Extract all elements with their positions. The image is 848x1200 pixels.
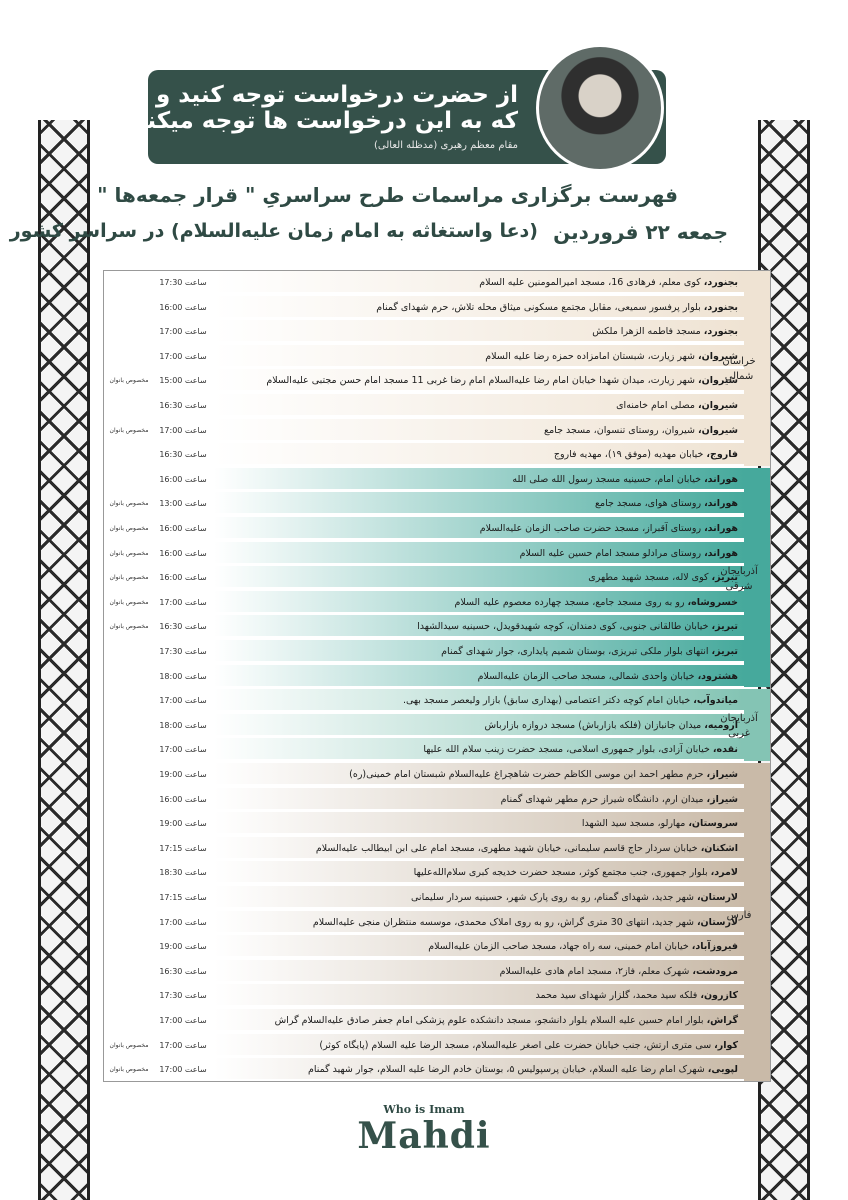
table-row bbox=[104, 788, 770, 811]
city-name: هوراند، bbox=[704, 473, 738, 485]
event-time: ساعت 17:00 bbox=[152, 1009, 212, 1032]
city-name: بجنورد، bbox=[703, 277, 738, 288]
city-name: هوراند، bbox=[704, 498, 738, 510]
table-row bbox=[104, 443, 770, 466]
address-text: شهرک معلم، فاز۲، مسجد امام هادی علیه‌السلام bbox=[499, 965, 693, 977]
city-name: فاروج، bbox=[706, 449, 738, 461]
event-time: ساعت 17:30 bbox=[152, 984, 212, 1007]
event-time: ساعت 19:00 bbox=[152, 763, 212, 786]
audience-note: مخصوص بانوان bbox=[104, 1034, 152, 1057]
audience-note bbox=[104, 738, 152, 761]
audience-note bbox=[104, 345, 152, 368]
address-text: روستای هوای، مسجد جامع bbox=[594, 498, 705, 510]
page-title: فهرست برگزاری مراسمات طرح سراسریِ " قرار جمعه‌ها " bbox=[97, 183, 678, 207]
audience-note bbox=[104, 763, 152, 786]
address-text: کوی لاله، مسجد شهید مطهری bbox=[588, 572, 712, 584]
event-time: ساعت 17:00 bbox=[152, 591, 212, 614]
audience-note: مخصوص بانوان bbox=[104, 566, 152, 589]
event-time: ساعت 16:00 bbox=[152, 468, 212, 491]
event-address bbox=[212, 714, 744, 737]
footer-logo-caption: Who is Imam bbox=[383, 1103, 465, 1116]
audience-note bbox=[104, 665, 152, 688]
event-address bbox=[212, 443, 744, 466]
event-address bbox=[212, 345, 744, 368]
city-name: تبریز، bbox=[711, 646, 738, 657]
address-text: خیابان امام، حسینیه مسجد رسول الله صلی الله bbox=[512, 473, 705, 485]
address-text: حرم مطهر احمد ابن موسی الکاظم حضرت شاهچراغ علیه‌السلام شبستان امام خمینی(ره) bbox=[349, 769, 707, 780]
event-address bbox=[212, 738, 744, 761]
event-time: ساعت 19:00 bbox=[152, 812, 212, 835]
event-time: ساعت 16:00 bbox=[152, 788, 212, 811]
event-time: ساعت 16:30 bbox=[152, 615, 212, 638]
city-name: شیراز، bbox=[706, 793, 738, 805]
address-text: خیابان سردار حاج قاسم سلیمانی، خیابان شهید مطهری، مسجد امام علی ابن ابیطالب علیه‌السلام bbox=[315, 842, 701, 854]
city-name: لارستان، bbox=[696, 916, 738, 928]
address-text: میدان ارم، دانشگاه شیراز حرم مطهر شهدای گمنام bbox=[500, 793, 707, 805]
table-row bbox=[104, 1009, 770, 1032]
event-time: ساعت 16:00 bbox=[152, 517, 212, 540]
event-address bbox=[212, 837, 744, 860]
address-text: انتهای بلوار ملکی تبریزی، بوستان شمیم پایداری، جوار شهدای گمنام bbox=[441, 646, 712, 657]
event-address bbox=[212, 517, 744, 540]
address-text: روستای آقبراز، مسجد حضرت صاحب الزمان علیه‌السلام bbox=[479, 523, 705, 534]
event-time: ساعت 17:00 bbox=[152, 911, 212, 934]
event-time: ساعت 19:00 bbox=[152, 935, 212, 958]
city-name: گراش، bbox=[706, 1015, 738, 1026]
table-row bbox=[104, 861, 770, 884]
city-name: شیروان، bbox=[697, 424, 738, 436]
audience-note bbox=[104, 271, 152, 294]
table-row bbox=[104, 517, 770, 540]
table-row bbox=[104, 320, 770, 343]
address-text: کوی معلم، فرهادی 16، مسجد امیرالمومنین علیه السلام bbox=[479, 277, 704, 288]
table-row bbox=[104, 394, 770, 417]
event-time: ساعت 17:15 bbox=[152, 837, 212, 860]
event-time: ساعت 16:00 bbox=[152, 566, 212, 589]
table-row bbox=[104, 763, 770, 786]
city-name: تبریز، bbox=[711, 621, 738, 633]
address-text: بلوار پرفسور سمیعی، مقابل مجتمع مسکونی میثاق محله تلاش، حرم شهدای گمنام bbox=[376, 301, 704, 313]
region-label: آذربایجان غربی bbox=[720, 713, 758, 740]
address-text: شهر جدید، انتهای 30 متری گراش، رو به روی املاک محمدی، موسسه منتظران منجی علیه‌السلام bbox=[312, 916, 697, 928]
table-row bbox=[104, 345, 770, 368]
audience-note: مخصوص بانوان bbox=[104, 615, 152, 638]
event-address bbox=[212, 960, 744, 983]
event-address bbox=[212, 812, 744, 835]
audience-note: مخصوص بانوان bbox=[104, 542, 152, 565]
audience-note bbox=[104, 960, 152, 983]
audience-note bbox=[104, 640, 152, 663]
event-address bbox=[212, 419, 744, 442]
audience-note: مخصوص بانوان bbox=[104, 369, 152, 392]
event-address bbox=[212, 492, 744, 515]
address-text: مسجد فاطمه الزهرا ملکش bbox=[592, 326, 704, 338]
audience-note bbox=[104, 788, 152, 811]
address-text: شهر زیارت، میدان شهدا خیابان امام رضا علیه‌السلام امام رضا غربی 11 مسجد امام حسن مجتبی علیه‌السلام bbox=[266, 375, 698, 387]
event-time: ساعت 15:00 bbox=[152, 369, 212, 392]
table-row bbox=[104, 419, 770, 442]
city-name: شیراز، bbox=[706, 769, 738, 780]
event-address bbox=[212, 320, 744, 343]
schedule-table bbox=[103, 270, 771, 1082]
table-row bbox=[104, 640, 770, 663]
table-row bbox=[104, 837, 770, 860]
city-name: شیروان، bbox=[697, 400, 738, 411]
city-name: شیروان، bbox=[697, 350, 738, 362]
audience-note bbox=[104, 1009, 152, 1032]
audience-note bbox=[104, 394, 152, 417]
event-time: ساعت 17:15 bbox=[152, 886, 212, 909]
event-address bbox=[212, 935, 744, 958]
address-text: شهر جدید، شهدای گمنام، رو به روی پارک شهر، حسینیه سردار سلیمانی bbox=[411, 892, 697, 903]
audience-note bbox=[104, 320, 152, 343]
event-time: ساعت 16:00 bbox=[152, 542, 212, 565]
audience-note bbox=[104, 714, 152, 737]
quote-line-1: از حضرت درخواست توجه کنید و بدانید bbox=[86, 82, 518, 108]
event-address bbox=[212, 468, 744, 491]
event-address bbox=[212, 296, 744, 319]
audience-note bbox=[104, 861, 152, 884]
event-time: ساعت 13:00 bbox=[152, 492, 212, 515]
table-row bbox=[104, 665, 770, 688]
event-address bbox=[212, 542, 744, 565]
address-text: مصلی امام خامنه‌ای bbox=[616, 400, 698, 411]
region-label: خراسان شمالی bbox=[722, 356, 756, 383]
city-name: اشکنان، bbox=[700, 842, 738, 854]
table-row bbox=[104, 911, 770, 934]
table-row bbox=[104, 935, 770, 958]
table-row bbox=[104, 271, 770, 294]
table-row bbox=[104, 960, 770, 983]
table-row bbox=[104, 492, 770, 515]
leader-portrait bbox=[536, 44, 664, 172]
audience-note bbox=[104, 837, 152, 860]
audience-note: مخصوص بانوان bbox=[104, 492, 152, 515]
event-time: ساعت 17:00 bbox=[152, 738, 212, 761]
audience-note bbox=[104, 984, 152, 1007]
address-text: رو به روی مسجد جامع، مسجد چهارده معصوم علیه السلام bbox=[454, 596, 688, 608]
table-row bbox=[104, 689, 770, 712]
address-text: خیابان آزادی، بلوار جمهوری اسلامی، مسجد حضرت زینب سلام الله علیها bbox=[423, 744, 713, 756]
event-time: ساعت 18:30 bbox=[152, 861, 212, 884]
city-name: سروستان، bbox=[688, 818, 738, 830]
address-text: خیابان امام خمینی، سه راه جهاد، مسجد صاحب الزمان علیه‌السلام bbox=[428, 941, 692, 953]
address-text: فلکه سید محمد، گلزار شهدای سید محمد bbox=[535, 990, 701, 1002]
event-address bbox=[212, 394, 744, 417]
audience-note bbox=[104, 911, 152, 934]
city-name: مرودشت، bbox=[692, 965, 738, 977]
audience-note bbox=[104, 935, 152, 958]
table-row bbox=[104, 542, 770, 565]
table-row bbox=[104, 738, 770, 761]
event-time: ساعت 17:30 bbox=[152, 640, 212, 663]
event-date: جمعه ۲۲ فروردین bbox=[553, 220, 728, 244]
table-row bbox=[104, 296, 770, 319]
address-text: روستای مرادلو مسجد امام حسین علیه السلام bbox=[519, 547, 705, 559]
address-text: مهارلو، مسجد سید الشهدا bbox=[581, 818, 689, 830]
region-label: فارس bbox=[726, 909, 752, 921]
address-text: بلوار جمهوری، جنب مجتمع کوثر، مسجد حضرت خدیجه کبری سلام‌الله‌علیها bbox=[413, 867, 711, 879]
event-address bbox=[212, 984, 744, 1007]
audience-note: مخصوص بانوان bbox=[104, 1058, 152, 1081]
event-address bbox=[212, 566, 744, 589]
quote-signature: مقام معظم رهبری (مدظله العالی) bbox=[374, 140, 518, 151]
event-time: ساعت 18:00 bbox=[152, 665, 212, 688]
audience-note: مخصوص بانوان bbox=[104, 591, 152, 614]
event-time: ساعت 17:00 bbox=[152, 1058, 212, 1081]
event-address bbox=[212, 763, 744, 786]
audience-note: مخصوص بانوان bbox=[104, 419, 152, 442]
event-address bbox=[212, 911, 744, 934]
city-name: ارومیه، bbox=[704, 719, 738, 731]
city-name: لارستان، bbox=[696, 892, 738, 903]
event-time: ساعت 17:00 bbox=[152, 320, 212, 343]
city-name: شیروان، bbox=[697, 375, 738, 387]
event-address bbox=[212, 861, 744, 884]
audience-note: مخصوص بانوان bbox=[104, 517, 152, 540]
event-address bbox=[212, 615, 744, 638]
table-row bbox=[104, 1058, 770, 1081]
city-name: هوراند، bbox=[704, 547, 738, 559]
table-row bbox=[104, 591, 770, 614]
event-address bbox=[212, 591, 744, 614]
event-time: ساعت 17:00 bbox=[152, 689, 212, 712]
region-label: آذربایجان شرقی bbox=[720, 565, 758, 592]
table-row bbox=[104, 714, 770, 737]
audience-note bbox=[104, 296, 152, 319]
table-row bbox=[104, 566, 770, 589]
event-time: ساعت 16:30 bbox=[152, 394, 212, 417]
audience-note bbox=[104, 443, 152, 466]
event-address bbox=[212, 1034, 744, 1057]
address-text: سی متری ارتش، جنب خیابان حضرت علی اصغر علیه‌السلام، مسجد الرضا علیه السلام (پایگاه کوثر) bbox=[319, 1039, 715, 1051]
event-time: ساعت 16:30 bbox=[152, 443, 212, 466]
city-name: بجنورد، bbox=[703, 326, 738, 338]
event-address bbox=[212, 1009, 744, 1032]
quote-line-2: که به این درخواست ها توجه میکند! bbox=[123, 108, 518, 134]
address-text: بلوار امام حسین علیه السلام بلوار دانشجو، مسجد دانشکده علوم پزشکی امام جعفر صادق علیه‌السلام گراش bbox=[274, 1015, 707, 1026]
decorative-keffiyeh-border-left bbox=[38, 120, 90, 1200]
table-row bbox=[104, 615, 770, 638]
city-name: تبریز، bbox=[711, 572, 738, 584]
audience-note bbox=[104, 812, 152, 835]
address-text: شهر زیارت، شبستان امامزاده حمزه رضا علیه السلام bbox=[485, 350, 698, 362]
city-name: کازرون، bbox=[700, 990, 738, 1002]
city-name: هوراند، bbox=[704, 523, 738, 534]
audience-note bbox=[104, 886, 152, 909]
city-name: بجنورد، bbox=[703, 301, 738, 313]
event-time: ساعت 18:00 bbox=[152, 714, 212, 737]
city-name: فیروزآباد، bbox=[691, 941, 738, 953]
address-text: خیابان مهدیه (موفق ۱۹)، مهدیه فاروج bbox=[553, 449, 707, 461]
address-text: خیابان واحدی شمالی، مسجد صاحب الزمان علیه‌السلام bbox=[477, 670, 698, 682]
event-address bbox=[212, 788, 744, 811]
event-address bbox=[212, 640, 744, 663]
table-row bbox=[104, 886, 770, 909]
table-row bbox=[104, 369, 770, 392]
city-name: لامرد، bbox=[710, 867, 738, 879]
table-row bbox=[104, 1034, 770, 1057]
event-time: ساعت 17:00 bbox=[152, 1034, 212, 1057]
audience-note bbox=[104, 689, 152, 712]
event-address bbox=[212, 1058, 744, 1081]
table-row bbox=[104, 468, 770, 491]
event-address bbox=[212, 271, 744, 294]
page-subtitle: (دعا واستغاثه به امام زمان علیه‌السلام) در سراسر کشور bbox=[9, 220, 538, 242]
address-text: خیابان امام کوچه دکتر اعتصامی (بهداری سابق) بازار ولیعصر مسجد بهی. bbox=[402, 695, 694, 707]
event-address bbox=[212, 689, 744, 712]
table-row bbox=[104, 812, 770, 835]
city-name: خسروشاه، bbox=[687, 596, 738, 608]
event-address bbox=[212, 369, 744, 392]
event-time: ساعت 17:00 bbox=[152, 345, 212, 368]
audience-note bbox=[104, 468, 152, 491]
city-name: هشترود، bbox=[697, 670, 738, 682]
address-text: شیروان، روستای تنسوان، مسجد جامع bbox=[544, 424, 698, 436]
event-time: ساعت 17:30 bbox=[152, 271, 212, 294]
city-name: لپویی، bbox=[707, 1064, 738, 1076]
event-time: ساعت 17:00 bbox=[152, 419, 212, 442]
table-row bbox=[104, 984, 770, 1007]
city-name: نقده، bbox=[712, 744, 738, 756]
address-text: میدان جانبازان (فلکه بازارباش) مسجد دروازه بازارباش bbox=[484, 719, 705, 731]
event-time: ساعت 16:00 bbox=[152, 296, 212, 319]
event-time: ساعت 16:30 bbox=[152, 960, 212, 983]
city-name: میاندوآب، bbox=[693, 695, 738, 707]
address-text: شهرک امام رضا علیه السلام، خیابان پرسپولیس ۵، بوستان خادم الرضا علیه السلام، جوار شهید گمنام bbox=[307, 1064, 708, 1076]
address-text: خیابان طالقانی جنوبی، کوی دمندان، کوچه شهیدقویدل، حسینیه سیدالشهدا bbox=[417, 621, 712, 633]
footer-logo-text: Mahdi bbox=[357, 1115, 491, 1157]
event-address bbox=[212, 886, 744, 909]
event-address bbox=[212, 665, 744, 688]
city-name: کوار، bbox=[714, 1039, 738, 1051]
